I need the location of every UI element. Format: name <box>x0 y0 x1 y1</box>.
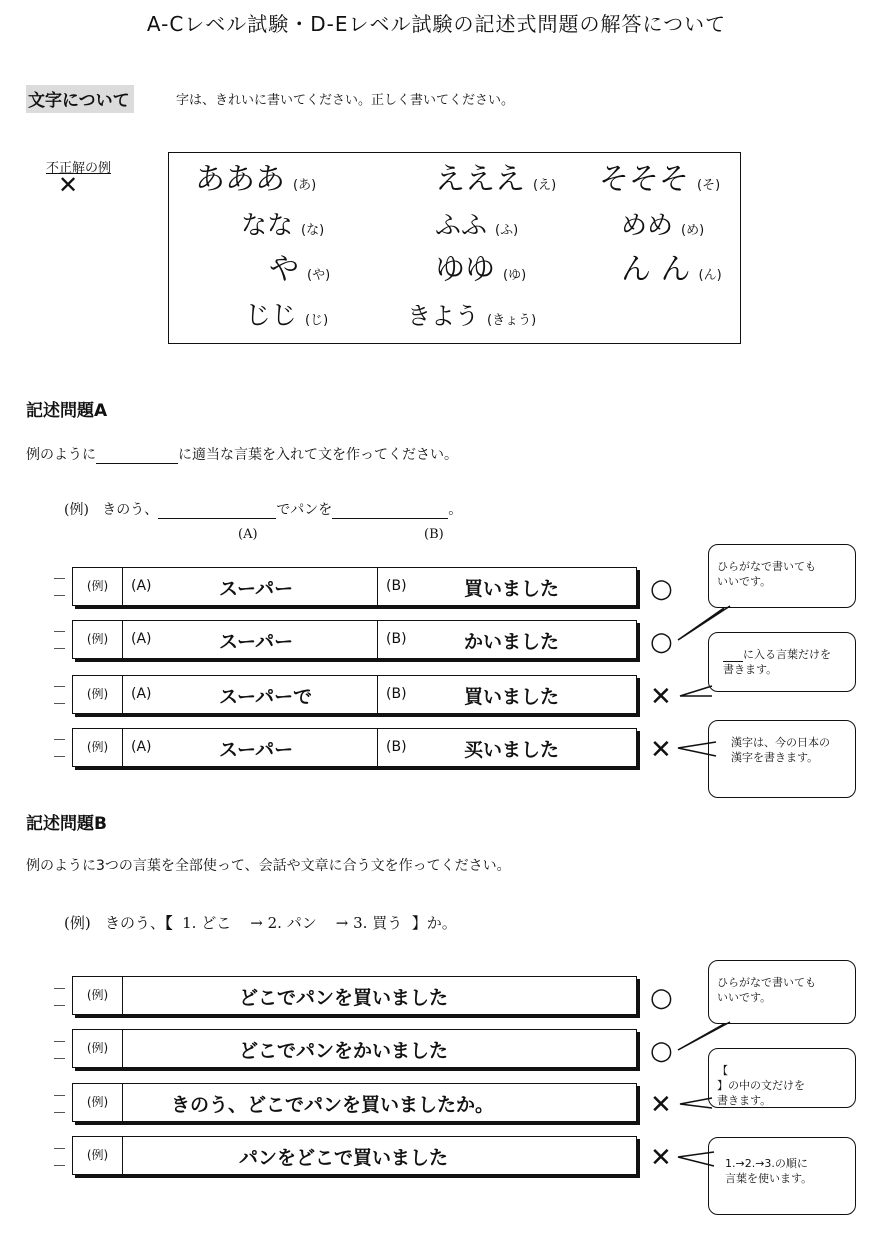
wrong-mark-icon: ✕ <box>650 1090 672 1120</box>
rei-cell: (例) <box>73 1030 123 1067</box>
note-bubble: ひらがなで書いても いいです。 <box>708 960 856 1024</box>
wrong-mark-icon: ✕ <box>650 1143 672 1173</box>
rei-cell: (例) <box>73 568 123 605</box>
answer-b-cell: (B) 买いました <box>386 739 560 761</box>
wrong-mark-icon: ✕ <box>650 735 672 765</box>
hw-fu: ふふ (ふ) <box>435 211 519 241</box>
answer-a-cell: (A) スーパー <box>123 621 378 658</box>
note-bubble: に入る言葉だけを 書きます。 <box>708 632 856 692</box>
answer-a-cell: (A) スーパー <box>123 729 378 766</box>
section-a-heading: 記述問題A <box>26 401 108 421</box>
note-bubble: 漢字は、今の日本の 漢字を書きます。 <box>708 720 856 798</box>
section-moji-heading: 文字について <box>26 85 134 113</box>
correct-mark-icon: ○ <box>650 574 673 604</box>
answer-sentence-cell: どこでパンを買いました <box>239 987 449 1009</box>
label-b: (B) <box>424 527 444 542</box>
section-a-example: (例) きのう、 でパンを 。 <box>64 502 463 518</box>
page-title: A-Cレベル試験・D-Eレベル試験の記述式問題の解答について <box>146 12 727 36</box>
section-b-instruction: 例のように3つの言葉を全部使って、会話や文章に合う文を作ってください。 <box>26 858 511 874</box>
answer-a-cell: (A) スーパーで <box>123 676 378 713</box>
rei-cell: (例) <box>73 676 123 713</box>
wrong-example-label: 不正解の例 <box>46 161 112 176</box>
answer-sentence-cell: きのう、どこでパンを買いましたか。 <box>171 1094 495 1116</box>
hw-ya: や (や) <box>269 252 331 287</box>
wrong-mark-icon: ✕ <box>58 171 79 199</box>
note-bubble: ひらがなで書いても いいです。 <box>708 544 856 608</box>
section-b-heading: 記述問題B <box>26 814 107 834</box>
answer-a-cell: (A) スーパー <box>123 568 378 605</box>
rei-cell: (例) <box>73 1084 123 1121</box>
hw-e: えええ (え) <box>435 162 557 197</box>
rei-cell: (例) <box>73 1137 123 1174</box>
hw-ji: じじ (じ) <box>245 301 329 331</box>
hw-yu: ゆゆ (ゆ) <box>435 252 527 287</box>
note-bubble: 【 】の中の文だけを 書きます。 <box>708 1048 856 1108</box>
rei-cell: (例) <box>73 729 123 766</box>
label-a: (A) <box>238 527 258 542</box>
answer-sentence-cell: どこでパンをかいました <box>239 1040 449 1062</box>
answer-b-cell: (B) かいました <box>386 631 560 653</box>
answer-b-cell: (B) 買いました <box>386 686 560 708</box>
section-moji-text: 字は、きれいに書いてください。正しく書いてください。 <box>176 93 515 108</box>
section-b-example: (例) きのう、【 1. どこ → 2. パン → 3. 買う 】か。 <box>64 914 457 932</box>
correct-mark-icon: ○ <box>650 983 673 1013</box>
correct-mark-icon: ○ <box>650 627 673 657</box>
hw-me: めめ (め) <box>621 211 705 241</box>
answer-sentence-cell: パンをどこで買いました <box>239 1147 449 1169</box>
hw-so: そそそ (そ) <box>599 162 721 197</box>
wrong-mark-icon: ✕ <box>650 682 672 712</box>
note-bubble: 1.→2.→3.の順に 言葉を使います。 <box>708 1137 856 1215</box>
section-a-instruction: 例のように に適当な言葉を入れて文を作ってください。 <box>26 447 458 463</box>
hw-kyou: きよう (きょう) <box>407 302 537 330</box>
hw-na: なな (な) <box>241 211 325 241</box>
rei-cell: (例) <box>73 977 123 1014</box>
correct-mark-icon: ○ <box>650 1036 673 1066</box>
rei-cell: (例) <box>73 621 123 658</box>
hw-n: ん ん (ん) <box>621 252 722 287</box>
answer-b-cell: (B) 買いました <box>386 578 560 600</box>
hw-a: あああ (あ) <box>195 162 317 197</box>
